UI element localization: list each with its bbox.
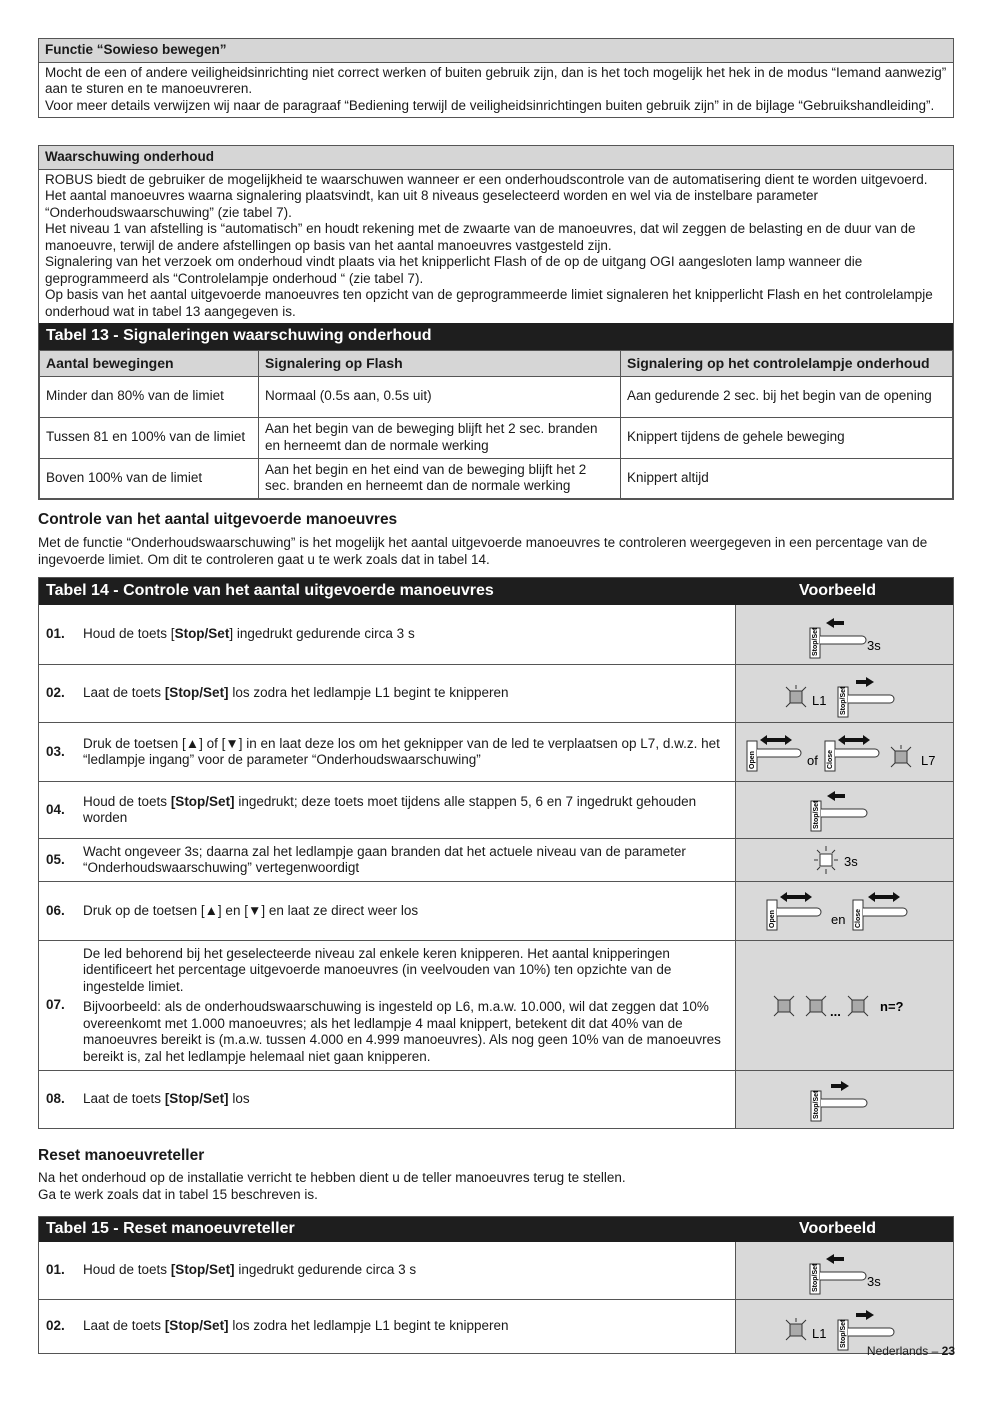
controle-title: Controle van het aantal uitgevoerde manoeuvres <box>38 511 398 528</box>
release-stopset-icon <box>805 1075 885 1125</box>
table15-example-header: Voorbeeld <box>798 1220 876 1238</box>
table13-header: Signalering op Flash <box>259 351 621 377</box>
table-row: Tussen 81 en 100% van de limiet Aan het begin van de beweging blijft het 2 sec. branden en herneemt dan de normale werking Knippert tijdens de gehele beweging <box>40 417 953 458</box>
functie-title: Functie “Sowieso bewegen” <box>39 39 953 63</box>
svg-text:L1: L1 <box>811 692 826 708</box>
functie-p2: Voor meer details verwijzen wij naar de paragraaf “Bediening terwijl de veiligheidsinrichtingen buiten gebruik zijn” in de bijlage “Gebruikshandleiding”. <box>45 97 935 113</box>
page-number: 23 <box>941 1344 955 1358</box>
led-blink-count-icon <box>770 986 920 1026</box>
led-blink-release-icon <box>780 669 910 719</box>
svg-text:...: ... <box>829 1003 841 1019</box>
table-row: 01. Houd de toets [Stop/Set] ingedrukt gedurende circa 3 s Stop/Set 3s <box>39 605 953 664</box>
svg-text:Stop/Set: Stop/Set <box>839 1319 847 1348</box>
svg-text:Open: Open <box>748 751 756 769</box>
table15-title: Tabel 15 - Reset manoeuvreteller <box>46 1220 295 1238</box>
svg-text:Close: Close <box>826 749 834 769</box>
svg-text:Stop/Set: Stop/Set <box>839 686 847 715</box>
svg-text:Stop/Set: Stop/Set <box>812 800 820 829</box>
functie-p1: Mocht de een of andere veiligheidsinrichting niet correct werken of buiten gebruik zijn, dan is het toch mogelijk het hek in de modus “Iemand aanwezig” aan te sturen en te manoeuvreren. <box>45 64 947 96</box>
table-row: Minder dan 80% van de limiet Normaal (0.5s aan, 0.5s uit) Aan gedurende 2 sec. bij het begin van de opening <box>40 376 953 417</box>
svg-text:3s: 3s <box>866 637 881 653</box>
step-illustration <box>735 1071 953 1128</box>
press-stopset-icon <box>790 1246 900 1296</box>
svg-text:Open: Open <box>768 910 776 928</box>
table14-title: Tabel 14 - Controle van het aantal uitgevoerde manoeuvres <box>46 582 494 600</box>
waarschuwing-p1: ROBUS biedt de gebruiker de mogelijkheid te waarschuwen wanneer er een onderhoudscontrole van de automatisering dient te worden uitgevoerd. Het aantal manoeuvres waarna signalering plaatsvindt, kan uit 8 niveaus geselecteerd worden en wel via de instelbare parameter “Onderhoudswaarschuwing” (zie tabel 7). <box>45 171 928 220</box>
reset-p1: Na het onderhoud op de installatie verricht te hebben dient u de teller manoeuvres terug te stellen. <box>38 1170 626 1185</box>
page-footer: Nederlands – 23 <box>866 1344 955 1358</box>
step-illustration <box>735 839 953 881</box>
table-row: 02. Laat de toets [Stop/Set] los zodra het ledlampje L1 begint te knipperen L1 Stop/Set <box>39 1299 953 1353</box>
table-row: 02. Laat de toets [Stop/Set] los zodra het ledlampje L1 begint te knipperen L1 Stop/Set <box>39 664 953 722</box>
step-illustration <box>735 882 953 940</box>
functie-box <box>38 38 954 118</box>
table13-header: Aantal bewegingen <box>40 351 259 377</box>
svg-text:3s: 3s <box>843 854 858 869</box>
svg-text:3s: 3s <box>866 1273 881 1289</box>
table14-example-header: Voorbeeld <box>798 582 876 600</box>
step-illustration <box>735 941 953 1070</box>
table13-header: Signalering op het controlelampje onderhoud <box>621 351 953 377</box>
table-row: 03. Druk de toetsen [▲] of [▼] in en laat deze los om het geknipper van de led te verplaatsen op L7, d.w.z. het “ledlampje ingang” voor de parameter “Onderhoudswaarschuwing” Open of Close L7 <box>39 722 953 781</box>
led-on-icon <box>810 842 880 878</box>
svg-text:L1: L1 <box>811 1325 826 1341</box>
reset-title: Reset manoeuvreteller <box>38 1147 205 1164</box>
svg-text:Stop/Set: Stop/Set <box>811 1263 819 1292</box>
waarschuwing-p2: Het niveau 1 van afstelling is “automatisch” en houdt rekening met de zwaarte van de manoeuvres, dat wil zeggen de belasting en de duur van de manoeuvre, terwijl de andere afstellingen op basis van het aantal manoeuvres vastgesteld zijn. <box>45 221 916 253</box>
svg-text:of: of <box>806 753 818 768</box>
svg-text:Close: Close <box>854 908 862 928</box>
table13-title: Tabel 13 - Signaleringen waarschuwing onderhoud <box>39 323 953 350</box>
table-row: 08. Laat de toets [Stop/Set] los Stop/Set <box>39 1070 953 1128</box>
svg-text:Stop/Set: Stop/Set <box>811 627 819 656</box>
step-illustration <box>735 605 953 664</box>
table-row: Boven 100% van de limiet Aan het begin en het eind van de beweging blijft het 2 sec. branden en herneemt dan de normale werking Knippert altijd <box>40 458 953 498</box>
step-illustration <box>735 782 953 838</box>
step-illustration <box>735 723 953 781</box>
waarschuwing-p4: Op basis van het aantal uitgevoerde manoeuvres ten opzicht van de geprogrammeerde limiet signaleren het knipperlicht Flash en het controlelampje onderhoud wat in tabel 13 aangegeven is. <box>45 287 933 319</box>
table14 <box>38 577 954 1129</box>
open-close-press-icon <box>765 886 925 936</box>
table13 <box>39 350 953 499</box>
step-illustration <box>735 665 953 722</box>
svg-text:L7: L7 <box>920 753 935 768</box>
svg-text:en: en <box>830 912 845 927</box>
svg-text:Stop/Set: Stop/Set <box>812 1090 820 1119</box>
step-illustration <box>735 1242 953 1299</box>
table15 <box>38 1216 954 1354</box>
controle-text: Met de functie “Onderhoudswaarschuwing” is het mogelijk het aantal uitgevoerde manoeuvres te controleren weergegeven in een percentage van de ingevoerde limiet. Om dit te controleren gaat u te werk zoals dat in tabel 14. <box>38 535 928 567</box>
waarschuwing-box <box>38 145 954 500</box>
waarschuwing-p3: Signalering van het verzoek om onderhoud vindt plaats via het knipperlicht Flash of de op de uitgang OGI aangesloten lamp wanneer die geprogrammeerd als “Controlelampje onderhoud “ (zie tabel 7). <box>45 254 863 286</box>
press-stopset-icon <box>790 610 900 660</box>
table-row: 04. Houd de toets [Stop/Set] ingedrukt; deze toets moet tijdens alle stappen 5, 6 en 7 ingedrukt gehouden worden Stop/Set <box>39 781 953 838</box>
table-row: 01. Houd de toets [Stop/Set] ingedrukt gedurende circa 3 s Stop/Set 3s <box>39 1242 953 1299</box>
open-close-arrows-icon <box>745 727 945 777</box>
table-row: 07. De led behorend bij het geselecteerde niveau zal enkele keren knipperen. Het aantal knipperingen identificeert het percentage uitgevoerde manoeuvres (in veelvouden van 10%) ten opzichte van de ingestelde limiet. Bijvoorbeeld: als de onderhoudswaarschuwing is ingesteld op L6, m.a.w. 10.000, wil dat zeggen dat 10% overeenkomt met 1.000 manoeuvres; als het ledlampje 4 maal knippert, betekent dit dat 40% van de manoeuvres bereikt is (m.a.w. tussen 4.000 en 4.999 manoeuvres). Als nog geen 10% van de manoeuvres bereikt is, zal het ledlampje helemaal niet gaan knipperen. ... n=? <box>39 940 953 1070</box>
table-row: 06. Druk op de toetsen [▲] en [▼] en laat ze direct weer los Open en Close <box>39 881 953 940</box>
reset-p2: Ga te werk zoals dat in tabel 15 beschreven is. <box>38 1186 318 1202</box>
hold-stopset-icon <box>805 785 885 835</box>
waarschuwing-title: Waarschuwing onderhoud <box>39 146 953 170</box>
table-row: 05. Wacht ongeveer 3s; daarna zal het ledlampje gaan branden dat het actuele niveau van de parameter “Onderhoudswaarschuwing” vertegenwoordigt 3s <box>39 838 953 881</box>
svg-text:n=?: n=? <box>879 998 903 1014</box>
